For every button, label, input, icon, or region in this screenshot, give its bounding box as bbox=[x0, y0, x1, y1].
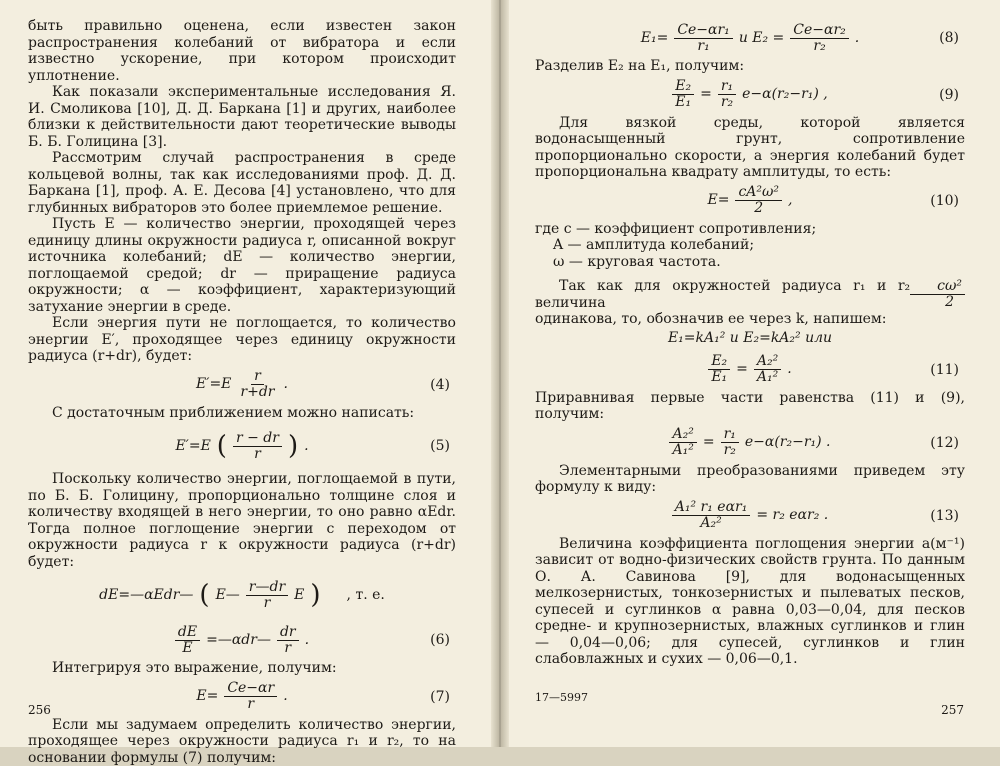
legend-line: A — амплитуда колебаний; bbox=[535, 237, 965, 254]
page-number: 256 bbox=[28, 703, 51, 717]
paragraph: Как показали экспериментальные исследования Я. И. Смоликова [10], Д. Д. Баркана [1] и других, наиболее близки к действительности дают теоретические выводы Б. Б. Голицина [3]. bbox=[28, 84, 456, 150]
paragraph: быть правильно оценена, если известен закон распространения колебаний от вибратора и если известно ускорение, при котором происходит уплотнение. bbox=[28, 18, 456, 84]
paragraph: Для вязкой среды, которой является водонасыщенный грунт, сопротивление пропорционально скорости, а энергия колебаний будет пропорциональна квадрату амплитуды, то есть: bbox=[535, 115, 965, 181]
equation-number: (5) bbox=[430, 438, 450, 455]
formula-8: E₁= $\frac{\text{Ce−αr₁}}{\text{r₁}}$ и E₂ = $\frac{\text{Ce−αr₂}}{\text{r₂}}$ . (8) bbox=[535, 18, 965, 58]
paragraph: С достаточным приближением можно написать: bbox=[28, 405, 456, 422]
paragraph: Разделив E₂ на E₁, получим: bbox=[535, 58, 965, 75]
formula-9: $\frac{\text{E₂}}{\text{E₁}}$ = $\frac{\text{r₁}}{\text{r₂}}$ e−α(r₂−r₁) , (9) bbox=[535, 75, 965, 115]
equation-number: (6) bbox=[430, 632, 450, 649]
paragraph: Величина коэффициента поглощения энергии a(м⁻¹) зависит от водно-физических свойств грунта. По данным О. А. Савинова [9], для водонасыщенных мелкозернистых, тонкозернистых и пылеватых песков, супесей и суглинков α равна 0,03—0,04, для песков средне- и крупнозернистых, влажных суглинков и глин — 0,04—0,06; для супесей, суглинков и глин слабовлажных и сухих — 0,06—0,1. bbox=[535, 536, 965, 668]
equation-number: (10) bbox=[930, 192, 959, 209]
paragraph: Пусть E — количество энергии, проходящей через единицу длины окружности радиуса r, описанной вокруг источника колебаний; dE — количество энергии, поглощаемой средой; dr — приращение радиуса окружности; α — коэффициент, характеризующий затухание энергии в среде. bbox=[28, 216, 456, 315]
formula-4: E′=E $\frac{r}{r+dr}$ . (4) bbox=[28, 365, 456, 405]
right-column bbox=[535, 18, 965, 668]
formula-12: $\frac{\text{A₂²}}{\text{A₁²}}$ = $\frac{\text{r₁}}{\text{r₂}}$ e−α(r₂−r₁) . (12) bbox=[535, 423, 965, 463]
paragraph: Приравнивая первые части равенства (11) и (9), получим: bbox=[535, 390, 965, 423]
equation-number: (7) bbox=[430, 688, 450, 705]
paragraph: Так как для окружностей радиуса r₁ и r₂ величина $\frac{\text{cω²}}{2}$ bbox=[535, 278, 965, 311]
paragraph: Поскольку количество энергии, поглощаемой в пути, по Б. Б. Голицину, пропорционально толщине слоя и количеству входящей в него энергии, то оно равно αEdr. Тогда полное поглощение энергии с переходом от окружности радиуса r к окружности радиуса (r+dr) будет: bbox=[28, 471, 456, 570]
left-column bbox=[28, 18, 456, 766]
formula-11: $\frac{\text{E₂}}{\text{E₁}}$ = $\frac{\text{A₂²}}{\text{A₁²}}$ . (11) bbox=[535, 350, 965, 390]
paragraph: Если энергия пути не поглощается, то количество энергии E′, проходящее через единицу окружности радиуса (r+dr), будет: bbox=[28, 315, 456, 365]
formula-5: E′=E ( $\frac{r - dr}{r}$ ) . (5) bbox=[28, 421, 456, 471]
formula-7: E= $\frac{Ce-\alpha r}{r}$ . (7) bbox=[28, 677, 456, 717]
equation-number: (8) bbox=[939, 30, 959, 47]
legend-line: ω — круговая частота. bbox=[535, 254, 965, 271]
equation-number: (12) bbox=[930, 434, 959, 451]
formula-13: $\frac{\text{A₁² r₁ eαr₁}}{\text{A₂²}}$ = r₂ eαr₂ . (13) bbox=[535, 496, 965, 536]
paragraph: Рассмотрим случай распространения в среде кольцевой волны, так как исследованиями проф. Д. Д. Баркана [1], проф. А. Е. Десова [4] установлено, что для глубинных вибраторов это более приемлемое решение. bbox=[28, 150, 456, 216]
printer-signature: 17—5997 bbox=[535, 691, 588, 704]
equation-number: (9) bbox=[939, 86, 959, 103]
paragraph: Элементарными преобразованиями приведем эту формулу к виду: bbox=[535, 463, 965, 496]
equation-number: (13) bbox=[930, 507, 959, 524]
formula-k: E₁=kA₁² и E₂=kA₂² или bbox=[535, 328, 965, 350]
equation-number: (11) bbox=[930, 361, 959, 378]
formula-10: E= $\frac{\text{cA²ω²}}{2}$ , (10) bbox=[535, 181, 965, 221]
formula-6: $\frac{dE}{E}$ =—αdr— $\frac{dr}{r}$ . (6) bbox=[28, 620, 456, 660]
paragraph: Если мы задумаем определить количество энергии, проходящее через окружности радиуса r₁ и r₂, то на основании формулы (7) получим: bbox=[28, 717, 456, 766]
book-gutter bbox=[491, 0, 509, 747]
legend-line: где c — коэффициент сопротивления; bbox=[535, 221, 965, 238]
left-page bbox=[0, 0, 497, 747]
formula-de: dE=—αEdr— ( E— $\frac{r—dr}{r}$ E ) , т. е. bbox=[28, 570, 456, 620]
paragraph: одинакова, то, обозначив ее через k, напишем: bbox=[535, 311, 965, 328]
right-page bbox=[503, 0, 1000, 747]
page-number: 257 bbox=[941, 703, 964, 717]
paragraph: Интегрируя это выражение, получим: bbox=[28, 660, 456, 677]
equation-number: (4) bbox=[430, 376, 450, 393]
